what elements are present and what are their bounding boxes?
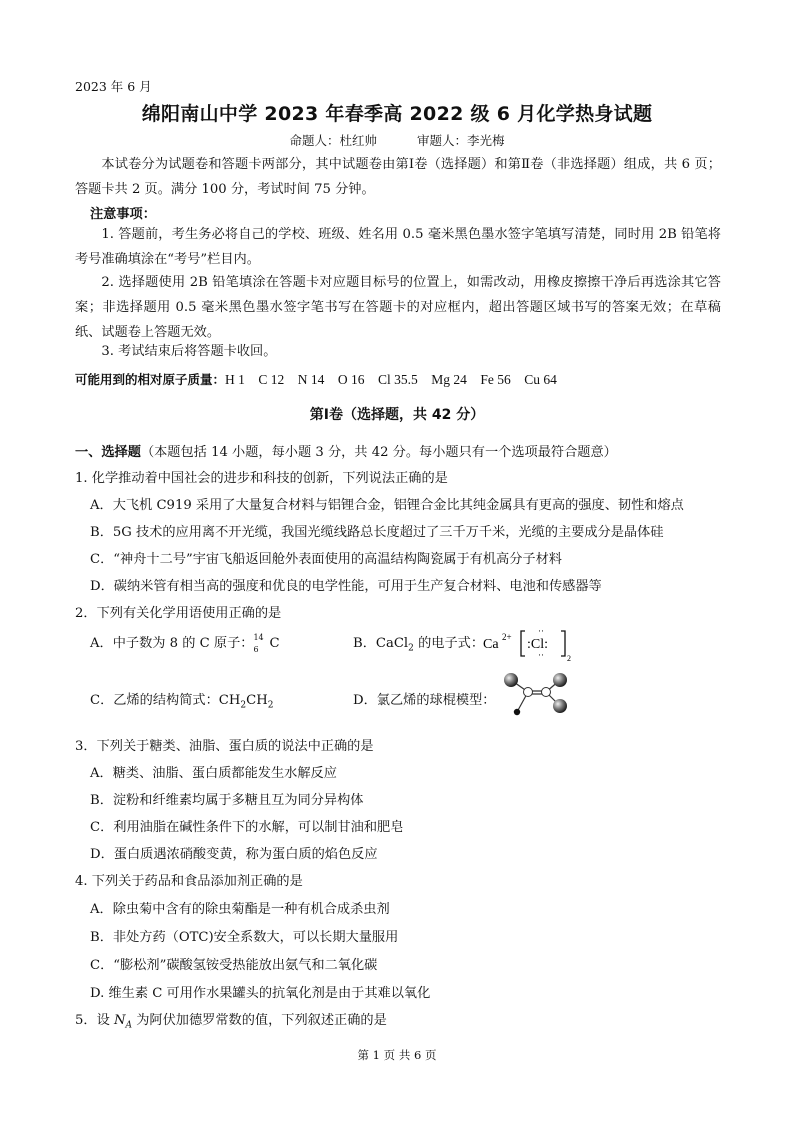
section-heading	[75, 441, 617, 460]
q4-option-d: D. 维生素 C 可用作水果罐头的抗氧化剂是由于其难以氧化	[90, 986, 431, 1001]
q3-option-c: C．利用油脂在碱性条件下的水解，可以制甘油和肥皂	[90, 820, 404, 835]
q2-option-d: D．氯乙烯的球棍模型：	[353, 693, 496, 708]
q4-option-b: B．非处方药（OTC)安全系数大，可以长期大量服用	[90, 930, 399, 945]
q2-option-c: C．乙烯的结构简式：$CH_2CH_2$	[90, 693, 274, 711]
q4-option-c: C．“膨松剂”碳酸氢铵受热能放出氨气和二氧化碳	[90, 958, 378, 973]
anion-dots-bottom: ··	[538, 650, 544, 660]
formula-count: 2	[567, 654, 571, 663]
section-label: 一、选择题	[75, 445, 141, 460]
atom-ball	[542, 688, 551, 697]
reviewer: 审题人：李光梅	[417, 133, 505, 148]
formula-charge: 2+	[502, 632, 512, 642]
atomic-mass-values: H 1 C 12 N 14 O 16 Cl 35.5 Mg 24 Fe 56 Cu 64	[225, 372, 557, 387]
q1-option-b: B．5G 技术的应用离不开光缆，我国光缆线路总长度超过了三千万千米，光缆的主要成分是晶体硅	[90, 525, 664, 540]
notice-heading: 注意事项：	[90, 207, 156, 222]
atom-ball	[524, 688, 533, 697]
q4-option-a: A．除虫菊中含有的除虫菊酯是一种有机合成杀虫剂	[90, 902, 390, 917]
atom-ball	[553, 673, 567, 687]
page-title: 绵阳南山中学 2023 年春季高 2022 级 6 月化学热身试题	[141, 103, 653, 125]
q3-option-b: B．淀粉和纤维素均属于多糖且互为同分异构体	[90, 793, 364, 808]
volume-title: 第Ⅰ卷（选择题，共 42 分）	[309, 407, 485, 423]
q2-option-a: A．中子数为 8 的 C 原子： 14 6 C	[90, 632, 280, 654]
q1-option-a: A．大飞机 C919 采用了大量复合材料与铝锂合金，铝锂合金比其纯金属具有更高的强度、韧性和熔点	[90, 498, 684, 513]
cacl2-electron-formula	[481, 620, 601, 664]
atomic-mass-label: 可能用到的相对原子质量：	[75, 372, 226, 387]
q2-stem: 2．下列有关化学用语使用正确的是	[75, 606, 282, 621]
formula-cation: Ca	[483, 637, 499, 652]
notice-item-2: 2. 选择题使用 2B 铅笔填涂在答题卡对应题目标号的位置上，如需改动，用橡皮擦擦干净后再选涂其它答案；非选择题用 0.5 毫米黑色墨水签字笔书写在答题卡的对应框内，超出答题区域书写的答案无效；在草稿纸、试题卷上答题无效。	[75, 275, 721, 340]
q3-stem: 3．下列关于糖类、油脂、蛋白质的说法中正确的是	[75, 739, 374, 754]
intro-paragraph: 本试卷分为试题卷和答题卡两部分，其中试题卷由第Ⅰ卷（选择题）和第Ⅱ卷（非选择题）组成，共 6 页；答题卡共 2 页。满分 100 分，考试时间 75 分钟。	[75, 157, 721, 197]
notice-item-3: 3. 考试结束后将答题卡收回。	[101, 344, 277, 359]
formula-anion: :Cl:	[527, 637, 549, 652]
q4-stem: 4. 下列关于药品和食品添加剂正确的是	[75, 874, 303, 889]
q2-option-b: B．CaCl$_2$ 的电子式：	[353, 636, 485, 654]
carbon-14-nuclide: 14 6	[253, 632, 264, 654]
q1-option-d: D．碳纳米管有相当高的强度和优良的电学性能，可用于生产复合材料、电池和传感器等	[90, 579, 602, 594]
atom-ball	[553, 699, 567, 713]
anion-dots-top: ··	[538, 626, 544, 636]
q3-option-d: D．蛋白质遇浓硝酸变黄，称为蛋白质的焰色反应	[90, 847, 378, 862]
q1-option-c: C．“神舟十二号”宇宙飞船返回舱外表面使用的高温结构陶瓷属于有机高分子材料	[90, 552, 562, 567]
atom-ball	[514, 709, 520, 715]
section-note: （本题包括 14 小题，每小题 3 分，共 42 分。每小题只有一个选项最符合题意）	[140, 445, 617, 460]
setter: 命题人：杜红帅	[289, 133, 377, 148]
q5-stem: 5．设 $N_A$ 为阿伏加德罗常数的值，下列叙述正确的是	[75, 1013, 387, 1031]
q3-option-a: A．糖类、油脂、蛋白质都能发生水解反应	[90, 766, 337, 781]
notice-item-1: 1. 答题前，考生务必将自己的学校、班级、姓名用 0.5 毫米黑色墨水签字笔填写清楚，同时用 2B 铅笔将考号准确填涂在“考号”栏目内。	[75, 227, 721, 267]
right-bracket	[561, 631, 565, 656]
authors-line	[0, 131, 794, 149]
left-bracket	[521, 631, 525, 656]
vinyl-chloride-ball-stick-model	[498, 670, 578, 720]
atomic-mass-line	[75, 368, 557, 388]
q1-stem: 1. 化学推动着中国社会的进步和科技的创新，下列说法正确的是	[75, 471, 448, 486]
page-footer: 第 1 页 共 6 页	[357, 1048, 437, 1062]
atom-ball	[504, 673, 518, 687]
exam-date: 2023 年 6 月	[75, 79, 152, 94]
